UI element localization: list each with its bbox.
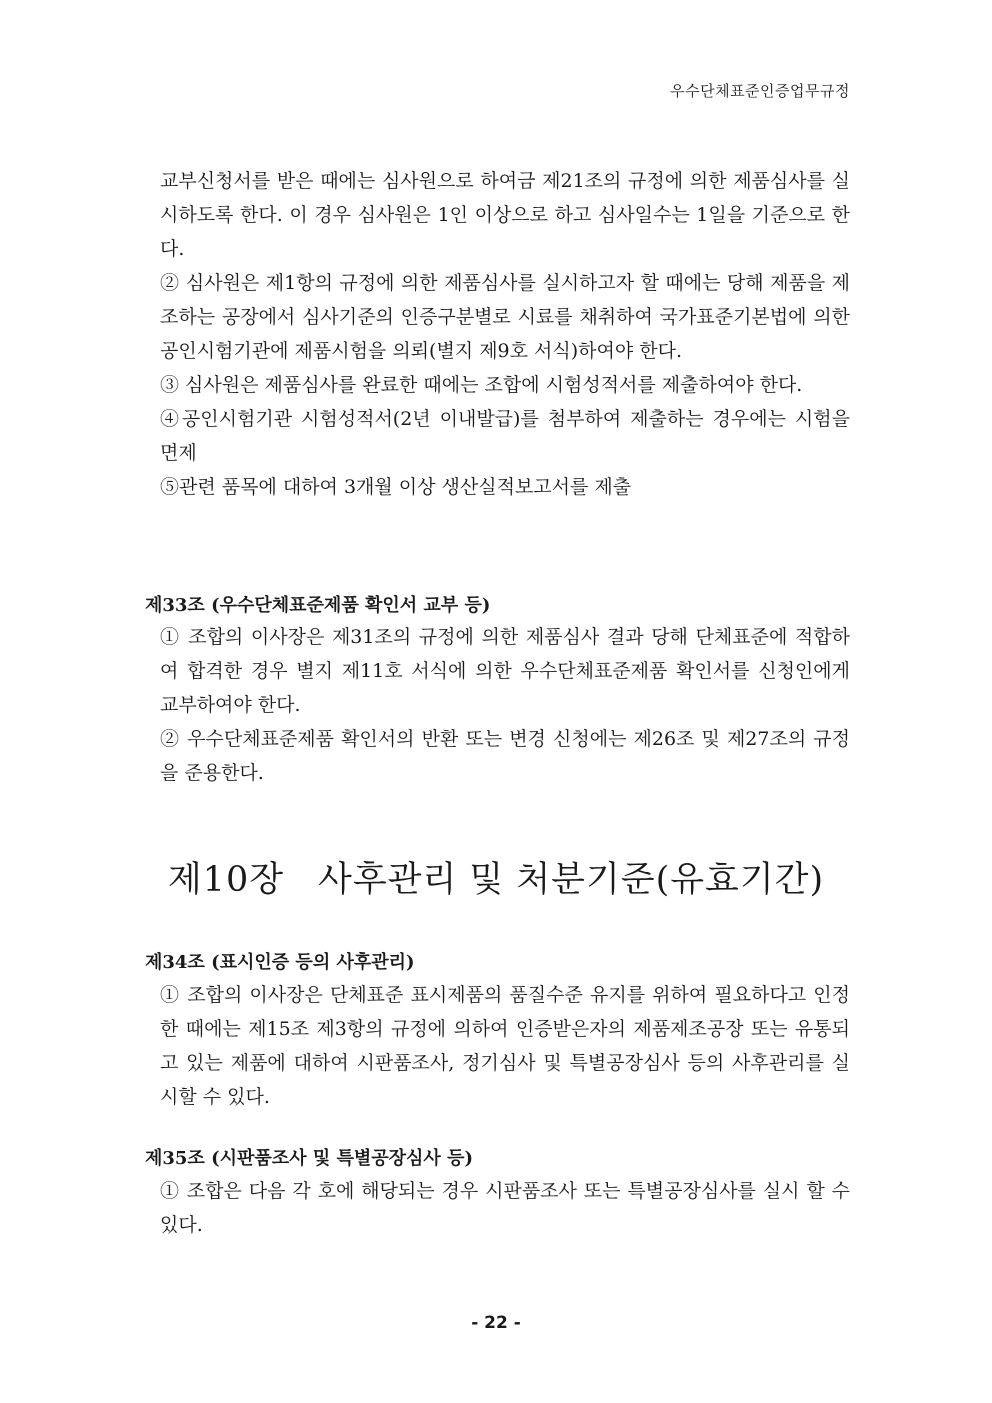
article-33-title: 제33조 (우수단체표준제품 확인서 교부 등) bbox=[145, 595, 491, 616]
page-number: - 22 - bbox=[471, 1313, 521, 1333]
chapter-heading bbox=[0, 852, 992, 902]
article-33-body bbox=[160, 620, 850, 790]
running-header: 우수단체표준인증업무규정 bbox=[670, 82, 850, 100]
paragraph: ① 조합의 이사장은 제31조의 규정에 의한 제품심사 결과 당해 단체표준에 적합하여 합격한 경우 별지 제11호 서식에 의한 우수단체표준제품 확인서를 신청인에게 교부하여야 한다. bbox=[160, 626, 850, 716]
article-34-title: 제34조 (표시인증 등의 사후관리) bbox=[145, 952, 415, 973]
paragraph: ③ 심사원은 제품심사를 완료한 때에는 조합에 시험성적서를 제출하여야 한다. bbox=[160, 374, 803, 396]
paragraph: ② 심사원은 제1항의 규정에 의한 제품심사를 실시하고자 할 때에는 당해 제품을 제조하는 공장에서 심사기준의 인증구분별로 시료를 채취하여 국가표준기본법에 의한 공인시험기관에 제품시험을 의뢰(별지 제9호 서식)하여야 한다. bbox=[160, 272, 850, 362]
paragraph: ① 조합의 이사장은 단체표준 표시제품의 품질수준 유지를 위하여 필요하다고 인정한 때에는 제15조 제3항의 규정에 의하여 인증받은자의 제품제조공장 또는 유통되고 있는 제품에 대하여 시판품조사, 정기심사 및 특별공장심사 등의 사후관리를 실시할 수 있다. bbox=[160, 984, 850, 1108]
paragraph: 교부신청서를 받은 때에는 심사원으로 하여금 제21조의 규정에 의한 제품심사를 실시하도록 한다. 이 경우 심사원은 1인 이상으로 하고 심사일수는 1일을 기준으로 한다. bbox=[160, 170, 850, 260]
article-34-body bbox=[160, 978, 850, 1114]
continued-article-body bbox=[160, 164, 850, 504]
paragraph: ① 조합은 다음 각 호에 해당되는 경우 시판품조사 또는 특별공장심사를 실시 할 수 있다. bbox=[160, 1180, 850, 1236]
chapter-number: 제10장 bbox=[167, 860, 285, 900]
paragraph: ④공인시험기관 시험성적서(2년 이내발급)를 첨부하여 제출하는 경우에는 시험을 면제 bbox=[160, 408, 850, 464]
paragraph: ② 우수단체표준제품 확인서의 반환 또는 변경 신청에는 제26조 및 제27조의 규정을 준용한다. bbox=[160, 728, 850, 784]
article-35-body bbox=[160, 1174, 850, 1242]
paragraph: ⑤관련 품목에 대하여 3개월 이상 생산실적보고서를 제출 bbox=[160, 476, 632, 498]
article-35-title: 제35조 (시판품조사 및 특별공장심사 등) bbox=[145, 1148, 473, 1169]
chapter-title: 사후관리 및 처분기준(유효기간) bbox=[318, 860, 825, 900]
